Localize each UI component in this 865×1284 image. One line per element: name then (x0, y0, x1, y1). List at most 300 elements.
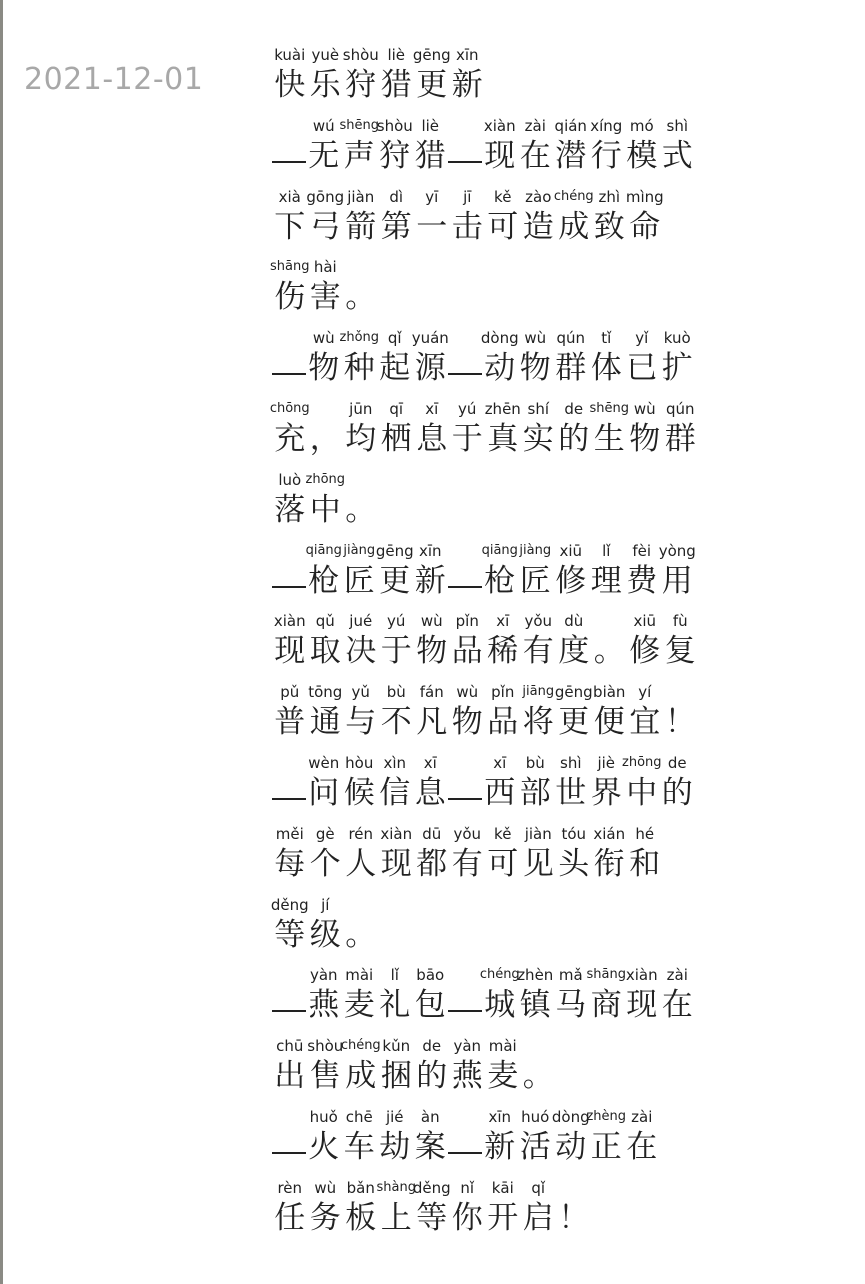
pinyin: xīn (418, 541, 442, 560)
pinyin: jiàng (343, 542, 376, 558)
ruby-cell (306, 1106, 342, 1166)
hanzi: 群 (555, 350, 587, 387)
ruby-cell (306, 540, 342, 600)
pinyin: xià (278, 187, 301, 206)
hanzi: 修 (555, 562, 587, 599)
hanzi: 声 (343, 137, 375, 174)
pinyin: qiāng (481, 542, 518, 558)
pinyin: mài (488, 1037, 517, 1056)
hanzi: 式 (661, 137, 693, 174)
ruby-cell (308, 256, 344, 316)
pinyin: shí (527, 399, 549, 418)
hanzi: 起 (379, 350, 411, 387)
hanzi: 于 (380, 633, 412, 670)
pinyin: wèn (308, 753, 340, 772)
pinyin: pǐn (455, 612, 479, 631)
pinyin: bǎn (346, 1178, 375, 1197)
ruby-cell (660, 964, 696, 1024)
hanzi: 上 (380, 1199, 412, 1236)
ruby-cell (627, 186, 663, 246)
ruby-cell (450, 610, 486, 670)
hanzi: 均 (345, 420, 377, 457)
pinyin: kǔn (382, 1037, 411, 1056)
pinyin: gōng (306, 187, 345, 206)
ruby-cell (343, 186, 379, 246)
ruby-cell (306, 115, 342, 175)
hanzi: 在 (519, 137, 551, 174)
ruby-cell (308, 1177, 344, 1237)
ruby-cell (627, 398, 663, 458)
pinyin: zhēn (484, 399, 521, 418)
hanzi: 每 (274, 845, 306, 882)
ruby-cell (305, 469, 346, 529)
ruby-cell (660, 327, 696, 387)
ruby-cell (518, 964, 554, 1024)
hanzi: 火 (308, 1128, 340, 1165)
pinyin: bù (386, 683, 406, 702)
em-dash (272, 586, 306, 588)
ruby-cell (660, 540, 696, 600)
hanzi: 板 (345, 1199, 377, 1236)
ruby-cell (485, 1035, 521, 1095)
ruby-cell (377, 115, 413, 175)
pinyin: àn (420, 1107, 440, 1126)
ruby-cell (553, 752, 589, 812)
ruby-cell (343, 398, 379, 458)
pinyin: gēng (375, 541, 414, 560)
text-line (272, 1035, 832, 1106)
pinyin: pǔ (280, 683, 300, 702)
ruby-cell (592, 610, 628, 670)
pinyin: qián (554, 116, 587, 135)
ruby-cell (518, 540, 554, 600)
hanzi: 新 (484, 1128, 516, 1165)
hanzi: 普 (274, 704, 306, 741)
hanzi: 可 (487, 845, 519, 882)
ruby-cell (521, 186, 557, 246)
pinyin: xiàn (273, 612, 306, 631)
pinyin: zài (524, 116, 546, 135)
hanzi: 麦 (487, 1058, 519, 1095)
pinyin: zhèng (586, 1108, 627, 1124)
ruby-cell (589, 115, 625, 175)
hanzi: 动 (484, 350, 516, 387)
ruby-cell (343, 44, 379, 104)
pinyin: zhōng (305, 471, 346, 487)
ruby-cell (306, 327, 342, 387)
pinyin: xī (496, 612, 510, 631)
pinyin: de (564, 399, 584, 418)
hanzi: 启 (522, 1199, 554, 1236)
pinyin: huǒ (309, 1107, 338, 1126)
pinyin: shāng (270, 259, 310, 275)
ruby-cell (272, 44, 308, 104)
hanzi: 物 (629, 420, 661, 457)
em-dash (272, 1010, 306, 1012)
text-line (272, 823, 832, 894)
ruby-cell (627, 610, 663, 670)
hanzi: 不 (380, 704, 412, 741)
hanzi: 案 (414, 1128, 446, 1165)
ruby-cell (413, 1106, 449, 1166)
hanzi: 商 (590, 987, 622, 1024)
ruby-cell (485, 610, 521, 670)
pinyin: shì (560, 753, 582, 772)
pinyin: yú (387, 612, 406, 631)
hanzi: 取 (309, 633, 341, 670)
hanzi: 狩 (345, 67, 377, 103)
hanzi: 捆 (380, 1058, 412, 1095)
ruby-cell (624, 1106, 660, 1166)
ruby-cell (308, 681, 344, 741)
ruby-cell (413, 540, 449, 600)
hanzi: 。 (345, 916, 377, 953)
hanzi: 燕 (451, 1058, 483, 1095)
hanzi: 快 (274, 67, 306, 103)
pinyin: yú (458, 399, 477, 418)
pinyin: xiū (633, 612, 657, 631)
date-label: 2021-12-01 (24, 62, 204, 97)
ruby-cell (624, 752, 660, 812)
hanzi: 箭 (345, 208, 377, 245)
pinyin: zhǒng (339, 330, 380, 346)
ruby-cell (379, 398, 415, 458)
ruby-cell (518, 1106, 554, 1166)
ruby-cell (627, 681, 663, 741)
hanzi: 现 (274, 633, 306, 670)
pinyin: yǐ (635, 329, 649, 348)
hanzi: 用 (661, 562, 693, 599)
hanzi: 见 (522, 845, 554, 882)
text-line (272, 964, 832, 1035)
ruby-cell (663, 610, 699, 670)
text-line (272, 894, 832, 965)
ruby-cell (377, 327, 413, 387)
hanzi: 品 (487, 704, 519, 741)
hanzi: 镇 (519, 987, 551, 1024)
hanzi: 充 (274, 420, 306, 457)
hanzi: 务 (309, 1199, 341, 1236)
pinyin: chéng (553, 188, 594, 204)
ruby-cell (413, 964, 449, 1024)
hanzi: 麦 (343, 987, 375, 1024)
pinyin: jiàng (519, 542, 552, 558)
hanzi: 。 (522, 1058, 554, 1095)
pinyin: jué (349, 612, 373, 631)
pinyin: qún (665, 399, 695, 418)
pinyin: xíng (590, 116, 623, 135)
hanzi: 宜 (629, 704, 661, 741)
hanzi: 息 (416, 420, 448, 457)
ruby-cell (272, 256, 308, 316)
pinyin: chéng (479, 967, 520, 983)
ruby-cell (589, 540, 625, 600)
pinyin: bāo (416, 966, 445, 985)
ruby-cell (414, 1035, 450, 1095)
ruby-cell (450, 1035, 486, 1095)
ruby-cell (272, 469, 308, 529)
pinyin-text-block (269, 44, 832, 1248)
ruby-cell (272, 894, 308, 954)
pinyin: dì (389, 187, 404, 206)
ruby-cell (586, 1106, 627, 1166)
hanzi: 问 (308, 774, 340, 811)
hanzi: 理 (590, 562, 622, 599)
hanzi: 头 (558, 845, 590, 882)
pinyin: qǐ (531, 1178, 546, 1197)
hanzi: 礼 (379, 987, 411, 1024)
ruby-cell (556, 610, 592, 670)
hanzi: ， (309, 420, 341, 457)
pinyin: wù (420, 612, 443, 631)
pinyin: jié (385, 1107, 404, 1126)
ruby-cell (660, 115, 696, 175)
em-dash (272, 798, 306, 800)
hanzi: 信 (379, 774, 411, 811)
em-dash (272, 1152, 306, 1154)
ruby-cell (272, 610, 308, 670)
ruby-cell (482, 540, 518, 600)
hanzi: 西 (484, 774, 516, 811)
pinyin: jí (321, 895, 330, 914)
hanzi: 城 (484, 987, 516, 1024)
ruby-cell (414, 186, 450, 246)
text-line (272, 540, 832, 611)
hanzi: 第 (380, 208, 412, 245)
ruby-cell (379, 186, 415, 246)
ruby-cell (308, 894, 344, 954)
pinyin: tōng (308, 683, 343, 702)
hanzi: 与 (345, 704, 377, 741)
ruby-cell (376, 1177, 416, 1237)
hanzi: 决 (345, 633, 377, 670)
hanzi: 害 (309, 279, 341, 316)
hanzi: 生 (593, 420, 625, 457)
hanzi: 潜 (555, 137, 587, 174)
ruby-cell (379, 681, 415, 741)
hanzi: 枪 (308, 562, 340, 599)
hanzi: 物 (416, 633, 448, 670)
ruby-cell (377, 540, 413, 600)
ruby-cell (586, 964, 626, 1024)
ruby-cell (343, 894, 379, 954)
pinyin: bù (525, 753, 545, 772)
em-dash (448, 1010, 482, 1012)
hanzi: 实 (522, 420, 554, 457)
pinyin: wù (312, 329, 335, 348)
hanzi: 扩 (661, 350, 693, 387)
ruby-cell (521, 681, 557, 741)
hanzi: 物 (308, 350, 340, 387)
hanzi: 种 (343, 350, 375, 387)
hanzi: 将 (522, 704, 554, 741)
text-line (272, 256, 832, 327)
pinyin: liè (387, 46, 406, 64)
ruby-cell (272, 681, 308, 741)
pinyin: biàn (593, 683, 626, 702)
pinyin: wù (633, 399, 656, 418)
ruby-cell (342, 752, 378, 812)
ruby-cell (377, 752, 413, 812)
ruby-cell (308, 823, 344, 883)
ruby-cell (414, 398, 450, 458)
ruby-cell (482, 327, 518, 387)
ruby-cell (343, 256, 379, 316)
em-dash (448, 798, 482, 800)
pinyin: qǐ (387, 329, 402, 348)
pinyin: hài (313, 258, 337, 277)
hanzi: 等 (416, 1199, 448, 1236)
ruby-cell (553, 327, 589, 387)
hanzi: 中 (626, 774, 658, 811)
ruby-cell (624, 540, 660, 600)
text-line (269, 398, 832, 469)
ruby-cell (306, 752, 342, 812)
hanzi: 售 (309, 1058, 341, 1095)
hanzi: 正 (590, 1128, 622, 1165)
hanzi: 行 (590, 137, 622, 174)
pinyin: tóu (561, 824, 587, 843)
hanzi: 更 (379, 562, 411, 599)
pinyin: de (667, 753, 687, 772)
em-dash (272, 373, 306, 375)
pinyin: wù (456, 683, 479, 702)
ruby-cell (592, 823, 628, 883)
pinyin: zhōng (622, 754, 662, 770)
pinyin: nǐ (460, 1178, 475, 1197)
pinyin: xīn (488, 1107, 512, 1126)
pinyin: yǔ (351, 683, 370, 702)
ruby-cell (660, 752, 696, 812)
text-line (272, 610, 832, 681)
em-dash (448, 373, 482, 375)
pinyin: xiàn (483, 116, 516, 135)
hanzi: 匠 (343, 562, 375, 599)
pinyin: jiè (597, 753, 616, 772)
hanzi: 活 (519, 1128, 551, 1165)
pinyin: lǐ (390, 966, 399, 985)
hanzi: 现 (626, 987, 658, 1024)
ruby-cell (485, 186, 521, 246)
hanzi: 你 (451, 1199, 483, 1236)
ruby-cell (521, 1177, 557, 1237)
ruby-cell (308, 44, 344, 104)
ruby-cell (556, 1177, 592, 1237)
ruby-cell (663, 398, 699, 458)
pinyin: yàn (453, 1037, 482, 1056)
pinyin: jiàn (524, 824, 552, 843)
hanzi: 都 (416, 845, 448, 882)
pinyin: shòu (376, 116, 413, 135)
ruby-cell (308, 610, 344, 670)
hanzi: 造 (522, 208, 554, 245)
hanzi: 马 (555, 987, 587, 1024)
pinyin: shàng (376, 1179, 416, 1195)
pinyin: chū (276, 1037, 304, 1056)
ruby-cell (450, 186, 486, 246)
ruby-cell (521, 398, 557, 458)
hanzi: 有 (522, 633, 554, 670)
ruby-cell (624, 964, 660, 1024)
hanzi: 有 (451, 845, 483, 882)
hanzi: 现 (484, 137, 516, 174)
pinyin: yàn (309, 966, 338, 985)
ruby-cell (343, 681, 379, 741)
pinyin: dū (422, 824, 442, 843)
pinyin: gēng (554, 683, 593, 702)
pinyin: zhì (598, 187, 621, 206)
ruby-cell (269, 398, 310, 458)
pinyin: děng (412, 1178, 451, 1197)
ruby-cell (553, 1106, 589, 1166)
pinyin: pǐn (491, 683, 515, 702)
hanzi: 体 (590, 350, 622, 387)
ruby-cell (624, 115, 660, 175)
hanzi: 于 (451, 420, 483, 457)
hanzi: ！ (558, 1199, 590, 1236)
pinyin: jiàn (347, 187, 375, 206)
hanzi: 稀 (487, 633, 519, 670)
pinyin: yī (425, 187, 439, 206)
ruby-cell (485, 1177, 521, 1237)
hanzi: 的 (416, 1058, 448, 1095)
pinyin: xìn (383, 753, 407, 772)
hanzi: 等 (274, 916, 306, 953)
pinyin: mìng (625, 187, 664, 206)
hanzi: 凡 (416, 704, 448, 741)
hanzi: 息 (414, 774, 446, 811)
hanzi: 劫 (379, 1128, 411, 1165)
ruby-cell (518, 115, 554, 175)
ruby-cell (518, 752, 554, 812)
pinyin: liè (421, 116, 440, 135)
hanzi: 更 (558, 704, 590, 741)
hanzi: 。 (345, 279, 377, 316)
hanzi: 修 (629, 633, 661, 670)
pinyin: xiū (559, 541, 583, 560)
ruby-cell (592, 681, 628, 741)
ruby-cell (339, 327, 380, 387)
hanzi: 真 (487, 420, 519, 457)
ruby-cell (308, 398, 344, 458)
pinyin: chéng (340, 1038, 381, 1054)
ruby-cell (377, 1106, 413, 1166)
hanzi: 致 (593, 208, 625, 245)
pinyin: yǒu (524, 612, 553, 631)
pinyin: shēng (589, 400, 630, 416)
hanzi: 部 (519, 774, 551, 811)
ruby-cell (306, 964, 342, 1024)
ruby-cell (414, 681, 450, 741)
pinyin: xián (593, 824, 626, 843)
hanzi: 便 (593, 704, 625, 741)
left-edge-border (0, 0, 3, 1284)
hanzi: 一 (416, 208, 448, 245)
hanzi: 界 (590, 774, 622, 811)
hanzi: 枪 (484, 562, 516, 599)
pinyin: wú (312, 116, 335, 135)
pinyin: dù (564, 612, 584, 631)
hanzi: 人 (345, 845, 377, 882)
ruby-cell (553, 540, 589, 600)
hanzi: 已 (626, 350, 658, 387)
pinyin: yòng (658, 541, 696, 560)
ruby-cell (553, 964, 589, 1024)
ruby-cell (553, 115, 589, 175)
ruby-cell (342, 964, 378, 1024)
hanzi: 出 (274, 1058, 306, 1095)
text-line (272, 115, 832, 186)
